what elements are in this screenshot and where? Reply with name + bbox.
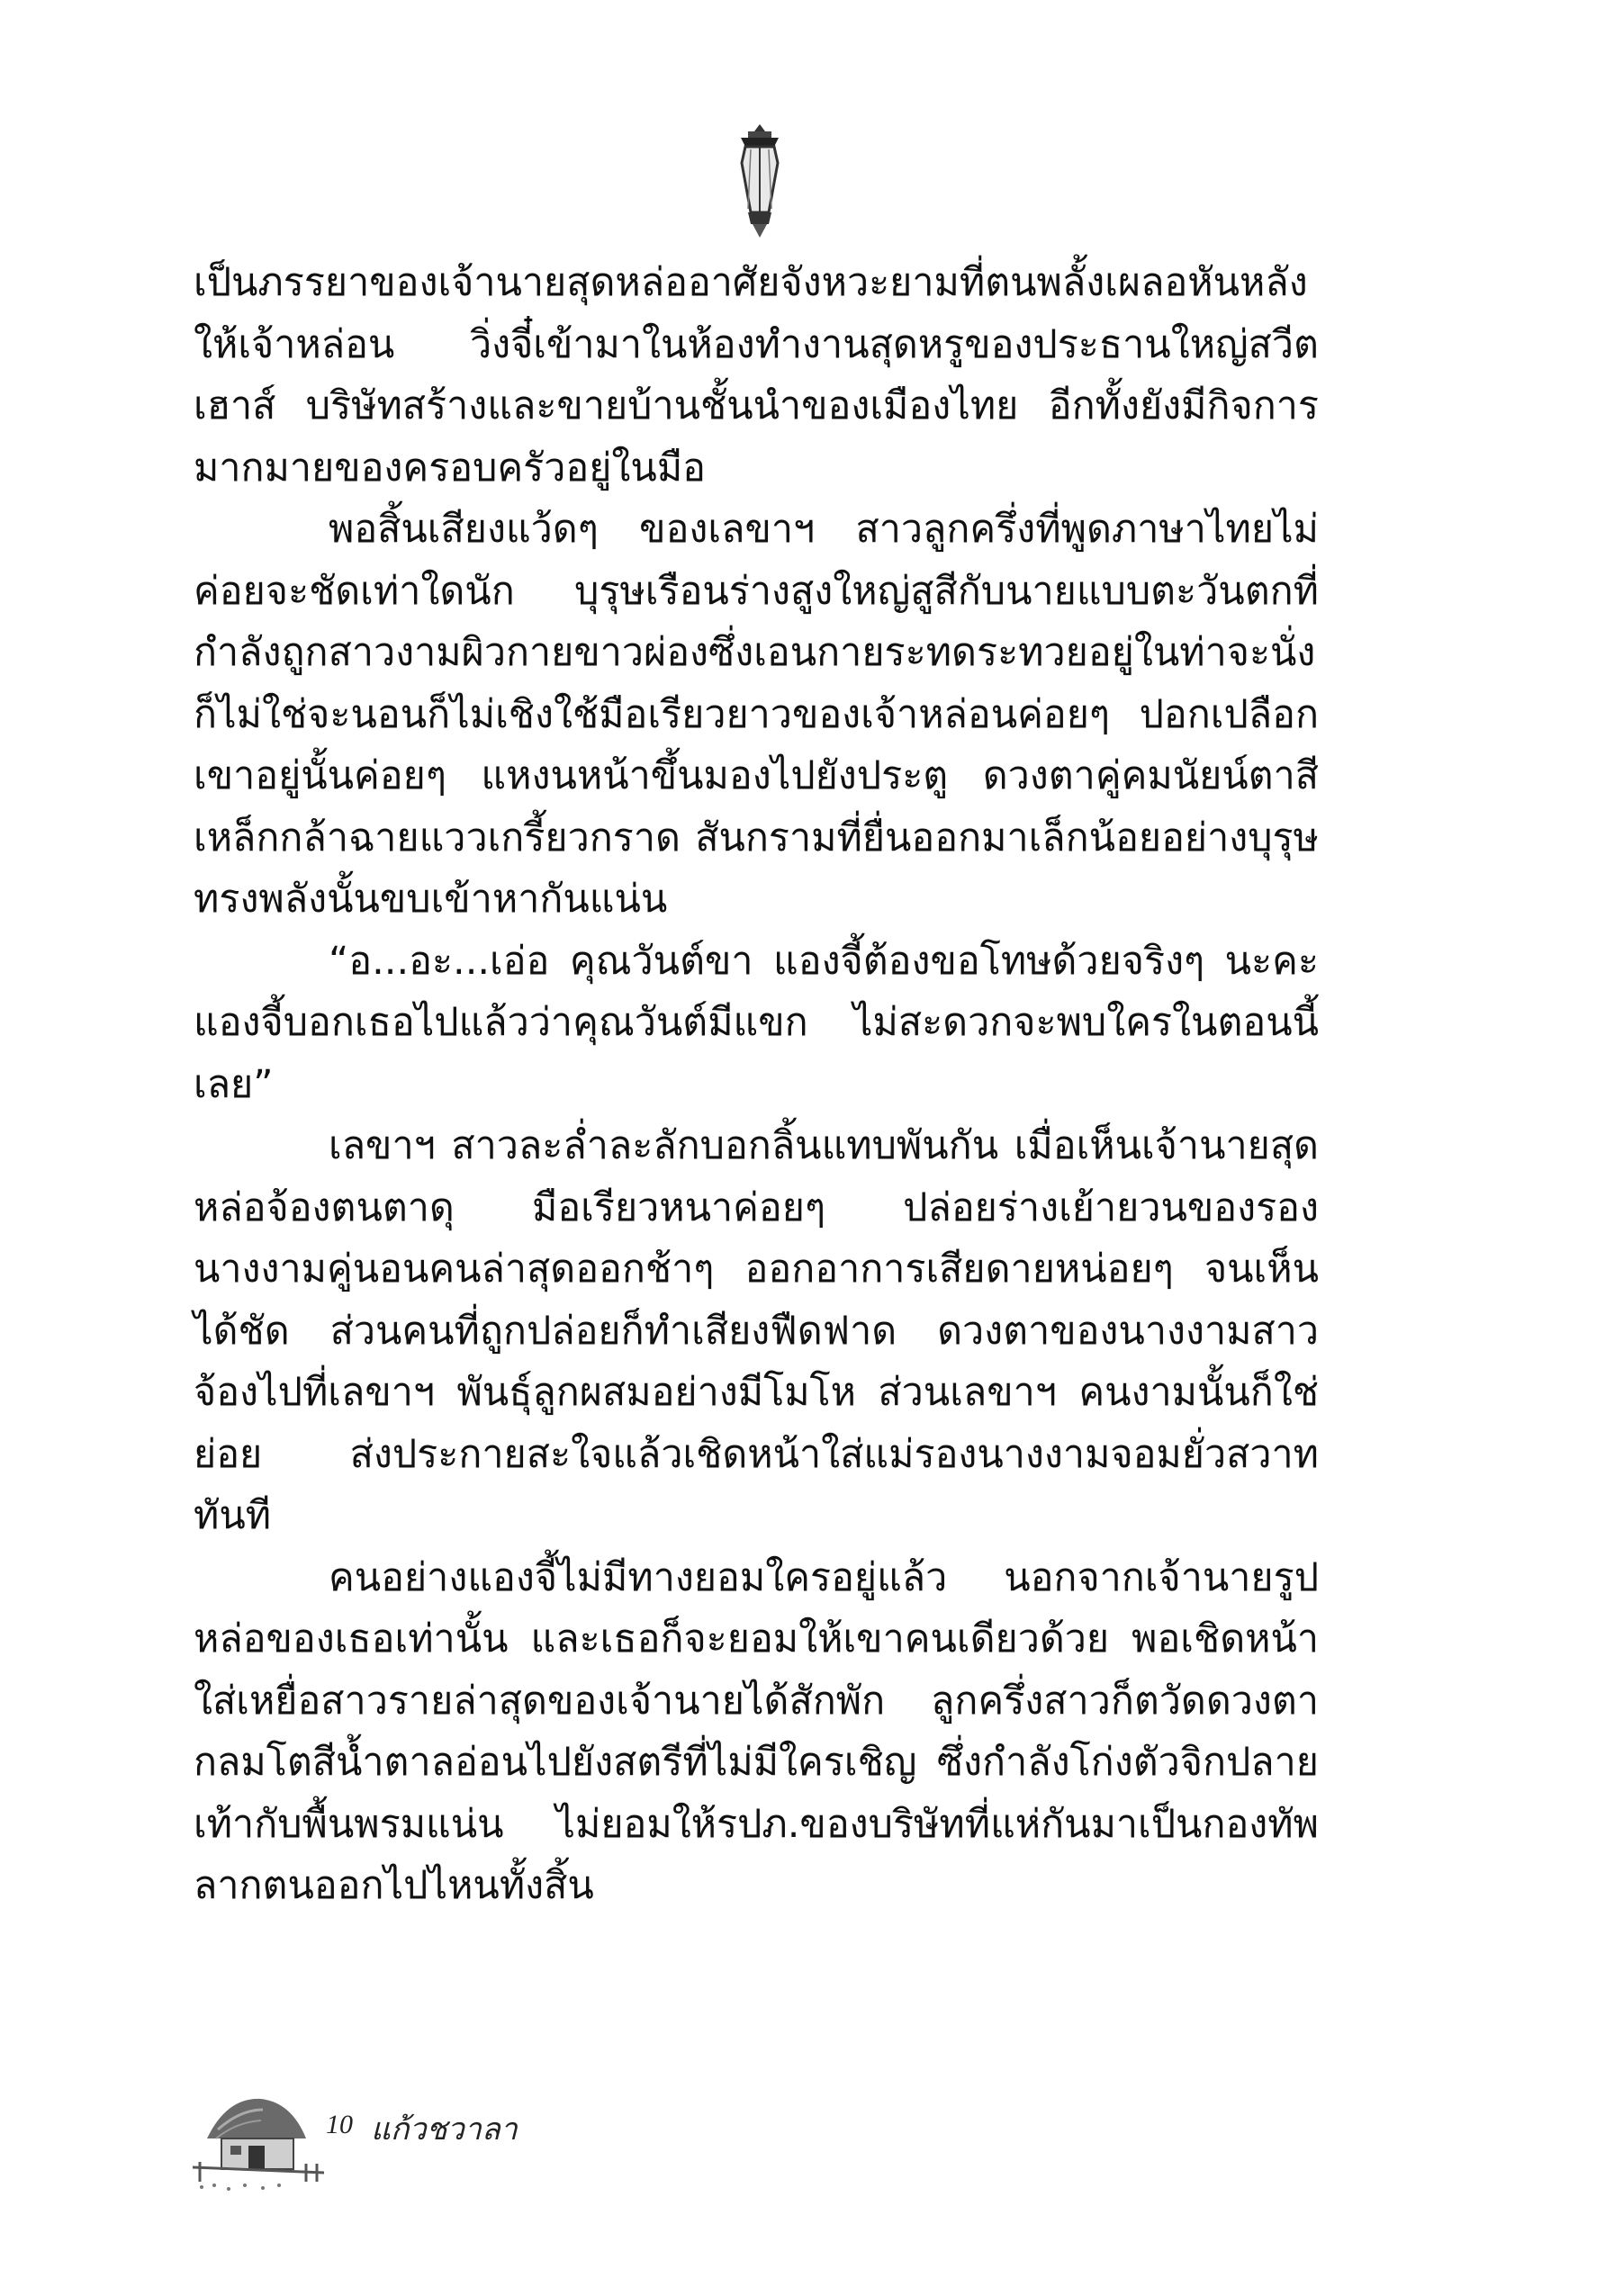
paragraph-4: เลขาฯ สาวละล่ำละลักบอกลิ้นแทบพันกัน เมื่อเห็นเจ้านายสุดหล่อจ้องตนตาดุ มือเรียวหนาค่อยๆ ปล่อยร่างเย้ายวนของรองนางงามคู่นอนคนล่าสุดออกช้าๆ ออกอาการเสียดายหน่อยๆ จนเห็นได้ชัด ส่วนคนที่ถูกปล่อยก็ทำเสียงฟืดฟาด ดวงตาของนางงามสาวจ้องไปที่เลขาฯ พันธุ์ลูกผสมอย่างมีโมโห ส่วนเลขาฯ คนงามนั้นก็ใช่ย่อย ส่งประกายสะใจแล้วเชิดหน้าใส่แม่รองนางงามจอมยั่วสวาททันที — [194, 1123, 1319, 1538]
lantern-icon — [728, 122, 791, 244]
paragraph-3: “อ...อะ...เอ่อ คุณวันต์ขา แองจี้ต้องขอโทษด้วยจริงๆ นะคะแองจี้บอกเธอไปแล้วว่าคุณวันต์มีแขก ไม่สะดวกจะพบใครในตอนนี้เลย” — [194, 938, 1319, 1107]
paragraph-5: คนอย่างแองจี้ไม่มีทางยอมใครอยู่แล้ว นอกจากเจ้านายรูปหล่อของเธอเท่านั้น และเธอก็จะยอมให้เขาคนเดียวด้วย พอเชิดหน้าใส่เหยื่อสาวรายล่าสุดของเจ้านายได้สักพัก ลูกครึ่งสาวก็ตวัดดวงตากลมโตสีน้ำตาลอ่อนไปยังสตรีที่ไม่มีใครเชิญ ซึ่งกำลังโก่งตัวจิกปลายเท้ากับพื้นพรมแน่น ไม่ยอมให้รปภ.ของบริษัทที่แห่กันมาเป็นกองทัพลากตนออกไปไหนทั้งสิ้น — [194, 1554, 1319, 1908]
house-icon — [191, 2086, 326, 2194]
paragraph-2: พอสิ้นเสียงแว้ดๆ ของเลขาฯ สาวลูกครึ่งที่พูดภาษาไทยไม่ค่อยจะชัดเท่าใดนัก บุรุษเรือนร่างสูงใหญ่สูสีกับนายแบบตะวันตกที่กำลังถูกสาวงามผิวกายขาวผ่องซึ่งเอนกายระทดระทวยอยู่ในท่าจะนั่งก็ไม่ใช่จะนอนก็ไม่เชิงใช้มือเรียวยาวของเจ้าหล่อนค่อยๆ ปอกเปลือกเขาอยู่นั้นค่อยๆ แหงนหน้าขึ้นมองไปยังประตู ดวงตาคู่คมนัยน์ตาสีเหล็กกล้าฉายแววเกรี้ยวกราด สันกรามที่ยื่นออกมาเล็กน้อยอย่างบุรุษทรงพลังนั้นขบเข้าหากันแน่น — [194, 507, 1319, 922]
page-number: 10 — [326, 2110, 353, 2139]
story-text — [194, 252, 1319, 1917]
page-footer — [191, 2086, 695, 2194]
paragraph-1: เป็นภรรยาของเจ้านายสุดหล่ออาศัยจังหวะยามที่ตนพลั้งเผลอหันหลังให้เจ้าหล่อน วิ่งจี๋เข้ามาในห้องทำงานสุดหรูของประธานใหญ่สวีต เฮาส์ บริษัทสร้างและขายบ้านชั้นนำของเมืองไทย อีกทั้งยังมีกิจการมากมายของครอบครัวอยู่ในมือ — [194, 260, 1319, 491]
book-title: แก้วชวาลา — [371, 2111, 518, 2147]
